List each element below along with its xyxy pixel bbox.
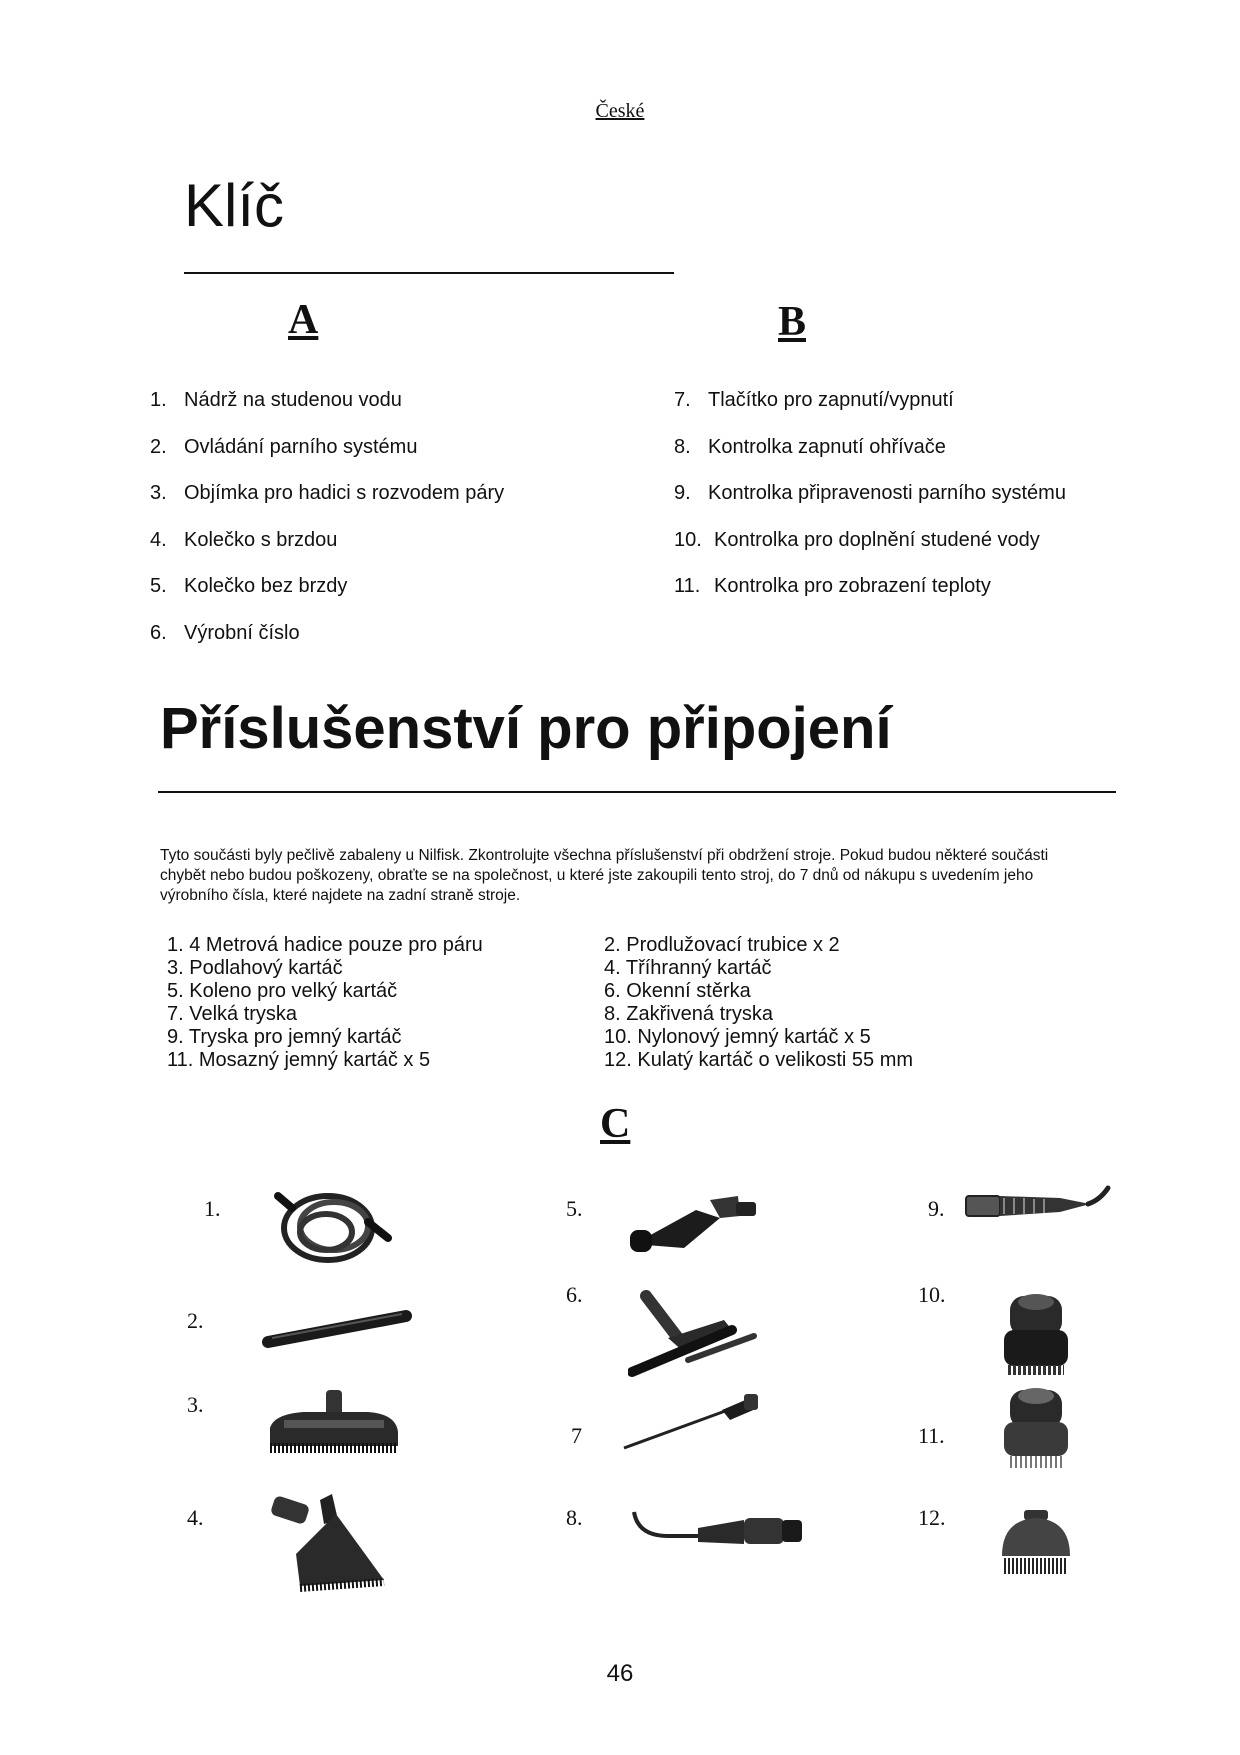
picture-label: 2.: [187, 1308, 204, 1333]
key-item: [674, 481, 1066, 505]
picture-label: 5.: [566, 1196, 583, 1221]
picture-label: 1.: [204, 1196, 221, 1221]
picture-label: 10.: [918, 1282, 946, 1307]
key-item-number: 3.: [150, 482, 167, 504]
extension-tube-picture: [262, 1306, 412, 1350]
triangle-brush-picture: [266, 1490, 390, 1596]
key-item-label: Kontrolka pro doplnění studené vody: [714, 529, 1040, 551]
accessory-item: 3. Podlahový kartáč: [167, 957, 343, 979]
key-item-label: Výrobní číslo: [184, 622, 300, 644]
brass-brush-picture: [994, 1384, 1078, 1476]
picture-label: 7: [571, 1423, 582, 1448]
accessories-title: Příslušenství pro připojení: [160, 696, 892, 761]
key-item-number: 1.: [150, 389, 167, 411]
key-item-number: 5.: [150, 575, 167, 597]
key-title-rule: [184, 272, 674, 274]
key-title: Klíč: [184, 172, 285, 239]
key-item: [674, 435, 946, 459]
key-item-label: Kontrolka připravenosti parního systému: [708, 482, 1066, 504]
curved-nozzle-picture: [628, 1500, 806, 1562]
key-item: [674, 388, 954, 412]
key-item-number: 7.: [674, 389, 691, 411]
key-item: [674, 574, 991, 598]
picture-label: 4.: [187, 1505, 204, 1530]
key-item-number: 11.: [674, 575, 701, 597]
accessories-intro: Tyto součásti byly pečlivě zabaleny u Nilfisk. Zkontrolujte všechna příslušenství při obdržení stroje. Pokud budou některé součásti chybět nebo budou poškozeny, obraťte se na společnost, u které jste zakoupili tento stroj, do 7 dnů od nákupu s uvedením jeho výrobního čísla, které najdete na zadní straně stroje.: [160, 847, 1049, 904]
hose-picture: [272, 1178, 392, 1276]
key-item-label: Ovládání parního systému: [184, 436, 418, 458]
accessory-item: 8. Zakřivená tryska: [604, 1003, 773, 1025]
language-label: České: [595, 100, 645, 122]
picture-label: 9.: [928, 1196, 945, 1221]
accessory-item: 6. Okenní stěrka: [604, 980, 751, 1002]
accessories-title-rule: [158, 791, 1116, 793]
key-item: [674, 528, 1040, 552]
key-item-number: 6.: [150, 622, 167, 644]
accessory-item: 1. 4 Metrová hadice pouze pro páru: [167, 934, 483, 956]
floor-brush-picture: [264, 1388, 404, 1464]
key-item: [150, 528, 337, 552]
key-item-number: 9.: [674, 482, 691, 504]
key-item: [150, 481, 504, 505]
key-item-number: 8.: [674, 436, 691, 458]
accessory-item: 7. Velká tryska: [167, 1003, 298, 1025]
elbow-picture: [626, 1188, 760, 1256]
accessory-item: 10. Nylonový jemný kartáč x 5: [604, 1026, 871, 1048]
key-item-label: Tlačítko pro zapnutí/vypnutí: [708, 389, 954, 411]
key-item-label: Kolečko s brzdou: [184, 529, 338, 551]
key-item-label: Nádrž na studenou vodu: [184, 389, 402, 411]
figure-c-heading: C: [600, 1101, 631, 1147]
key-item-number: 2.: [150, 436, 167, 458]
fine-brush-nozzle-picture: [960, 1182, 1112, 1222]
key-item-number: 10.: [674, 529, 702, 551]
window-squeegee-picture: [628, 1290, 762, 1380]
key-item: [150, 388, 402, 412]
accessory-item: 2. Prodlužovací trubice x 2: [604, 934, 840, 956]
key-item: [150, 621, 300, 645]
accessory-item: 11. Mosazný jemný kartáč x 5: [167, 1049, 431, 1071]
nylon-brush-picture: [994, 1290, 1078, 1380]
picture-label: 3.: [187, 1392, 204, 1417]
picture-label: 6.: [566, 1282, 583, 1307]
key-item-label: Kontrolka zapnutí ohřívače: [708, 436, 946, 458]
key-item: [150, 574, 347, 598]
picture-label: 11.: [918, 1423, 945, 1448]
key-item-number: 4.: [150, 529, 167, 551]
picture-label: 12.: [918, 1505, 946, 1530]
picture-label: 8.: [566, 1505, 583, 1530]
key-item-label: Kolečko bez brzdy: [184, 575, 348, 597]
key-item: [150, 435, 417, 459]
accessory-item: 9. Tryska pro jemný kartáč: [167, 1026, 402, 1048]
column-b-heading: B: [778, 299, 807, 345]
accessory-item: 4. Tříhranný kartáč: [604, 957, 772, 979]
round-brush-picture: [992, 1506, 1080, 1582]
key-item-label: Kontrolka pro zobrazení teploty: [714, 575, 991, 597]
accessory-item: 5. Koleno pro velký kartáč: [167, 980, 398, 1002]
page-number: 46: [606, 1660, 634, 1687]
accessory-item: 12. Kulatý kartáč o velikosti 55 mm: [604, 1049, 914, 1071]
column-a-heading: A: [288, 297, 319, 343]
large-nozzle-picture: [618, 1390, 762, 1456]
key-item-label: Objímka pro hadici s rozvodem páry: [184, 482, 505, 504]
